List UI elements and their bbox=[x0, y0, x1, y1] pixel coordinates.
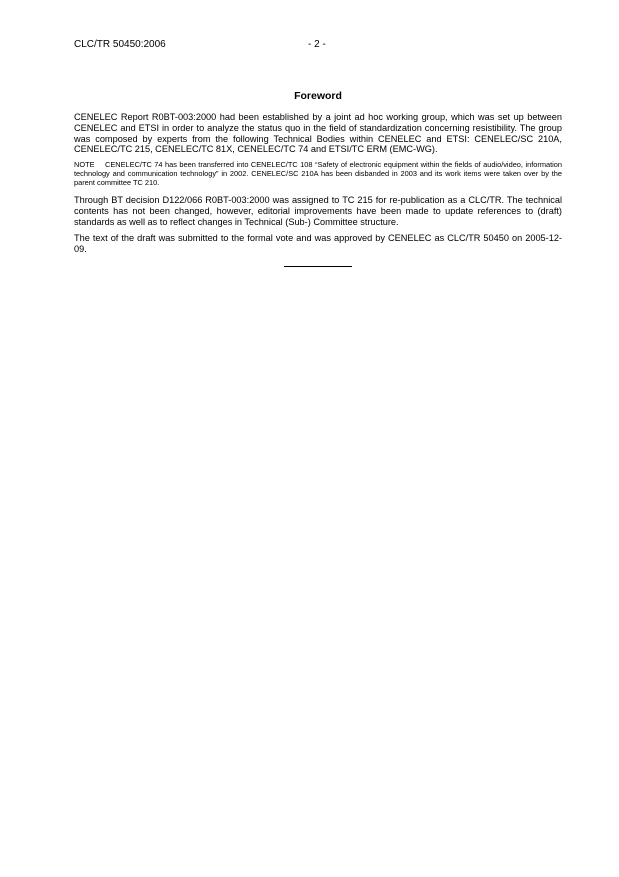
page-header bbox=[74, 38, 562, 52]
foreword-section bbox=[74, 89, 562, 267]
note-text: CENELEC/TC 74 has been transferred into CENELEC/TC 108 “Safety of electronic equipment within the fields of audio/video, information technology and communication technology” in 2002. CENELEC/SC 210A has been disbanded in 2003 and its work items were taken over by the parent committee TC 210. bbox=[74, 160, 562, 187]
document-id: CLC/TR 50450:2006 bbox=[74, 39, 166, 50]
foreword-paragraph-1: CENELEC Report R0BT-003:2000 had been established by a joint ad hoc working group, which was set up between CENELEC and ETSI in order to analyze the status quo in the field of standardization concerning resistibility. The group was composed by experts from the following Technical Bodies within CENELEC and ETSI: CENELEC/SC 210A, CENELEC/TC 215, CENELEC/TC 81X, CENELEC/TC 74 and ETSI/TC ERM (EMC-WG). bbox=[74, 112, 562, 155]
page-number: - 2 - bbox=[308, 39, 326, 50]
section-title: Foreword bbox=[294, 90, 342, 102]
foreword-paragraph-2: Through BT decision D122/066 R0BT-003:2000 was assigned to TC 215 for re-publication as a CLC/TR. The technical contents has not been changed, however, editorial improvements have been made to update references to (draft) standards as well as to reflect changes in Technical (Sub-) Committee structure. bbox=[74, 194, 562, 227]
end-rule bbox=[284, 266, 352, 267]
note-label: NOTE bbox=[74, 160, 95, 170]
foreword-paragraph-3: The text of the draft was submitted to the formal vote and was approved by CENELEC as CLC/TR 50450 on 2005-12-09. bbox=[74, 233, 562, 255]
foreword-note bbox=[74, 161, 562, 188]
